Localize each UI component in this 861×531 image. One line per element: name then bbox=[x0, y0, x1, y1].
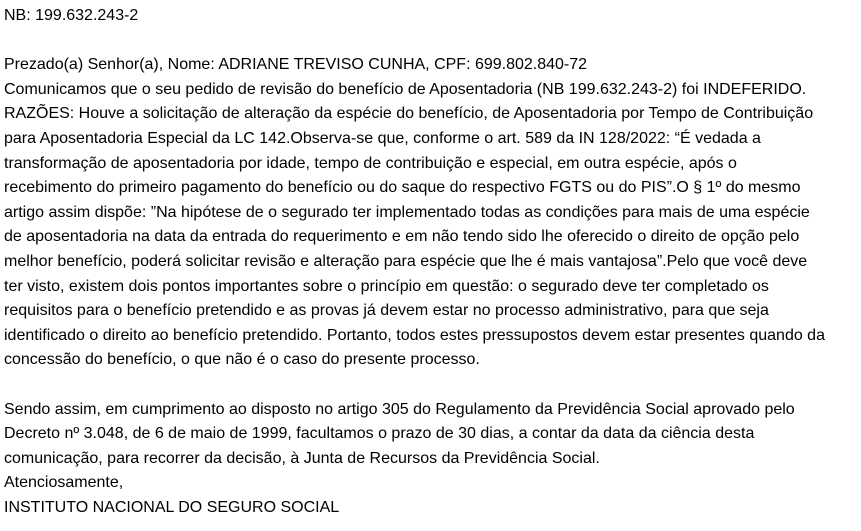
paragraph-line: comunicação, para recorrer da decisão, à Junta de Recursos da Previdência Social. bbox=[4, 449, 600, 467]
paragraph-line: artigo assim dispõe: ”Na hipótese de o segurado ter implementado todas as condições para mais de uma espécie bbox=[4, 203, 810, 221]
greeting: Prezado(a) Senhor(a), Nome: ADRIANE TREVISO CUNHA, CPF: 699.802.840-72 bbox=[4, 56, 588, 74]
paragraph-line: recebimento do primeiro pagamento do benefício ou do saque do respectivo FGTS ou do PIS”.O § 1º do mesmo bbox=[4, 179, 801, 197]
spacer bbox=[4, 29, 860, 54]
appeal-paragraph bbox=[4, 398, 860, 472]
paragraph-line: concessão do benefício, o que não é o caso do presente processo. bbox=[4, 351, 480, 369]
paragraph-line: requisitos para o benefício pretendido e as provas já devem estar no processo administrativo, para que seja bbox=[4, 302, 769, 320]
paragraph-line: identificado o direito ao benefício pretendido. Portanto, todos estes pressupostos devem estar presentes quando da bbox=[4, 326, 825, 344]
paragraph-line: transformação de aposentadoria por idade, tempo de contribuição e especial, em outra espécie, após o bbox=[4, 154, 737, 172]
paragraph-line: Comunicamos que o seu pedido de revisão do benefício de Aposentadoria (NB 199.632.243-2) foi INDEFERIDO. bbox=[4, 80, 807, 98]
paragraph-line: melhor benefício, poderá solicitar revisão e alteração para espécie que lhe é mais vantajosa”.Pelo que você deve bbox=[4, 252, 808, 270]
paragraph-line: Sendo assim, em cumprimento ao disposto no artigo 305 do Regulamento da Previdência Social aprovado pelo bbox=[4, 400, 795, 418]
benefit-number: NB: 199.632.243-2 bbox=[4, 7, 139, 24]
decision-paragraph bbox=[4, 78, 860, 373]
signature: INSTITUTO NACIONAL DO SEGURO SOCIAL bbox=[4, 498, 340, 516]
paragraph-line: para Aposentadoria Especial da LC 142.Observa-se que, conforme o art. 589 da IN 128/2022: “É vedada a bbox=[4, 129, 761, 147]
notice-document bbox=[4, 4, 860, 520]
paragraph-line: Decreto nº 3.048, de 6 de maio de 1999, facultamos o prazo de 30 dias, a contar da data da ciência desta bbox=[4, 425, 755, 443]
paragraph-line: ter visto, existem dois pontos importantes sobre o princípio em questão: o segurado deve ter completado os bbox=[4, 277, 769, 295]
signoff: Atenciosamente, bbox=[4, 474, 124, 492]
paragraph-line: RAZÕES: Houve a solicitação de alteração da espécie do benefício, de Aposentadoria por Tempo de Contribuição bbox=[4, 105, 814, 123]
paragraph-line: de aposentadoria na data da entrada do requerimento e em não tendo sido lhe oferecido o direito de opção pelo bbox=[4, 228, 800, 246]
spacer bbox=[4, 373, 860, 398]
